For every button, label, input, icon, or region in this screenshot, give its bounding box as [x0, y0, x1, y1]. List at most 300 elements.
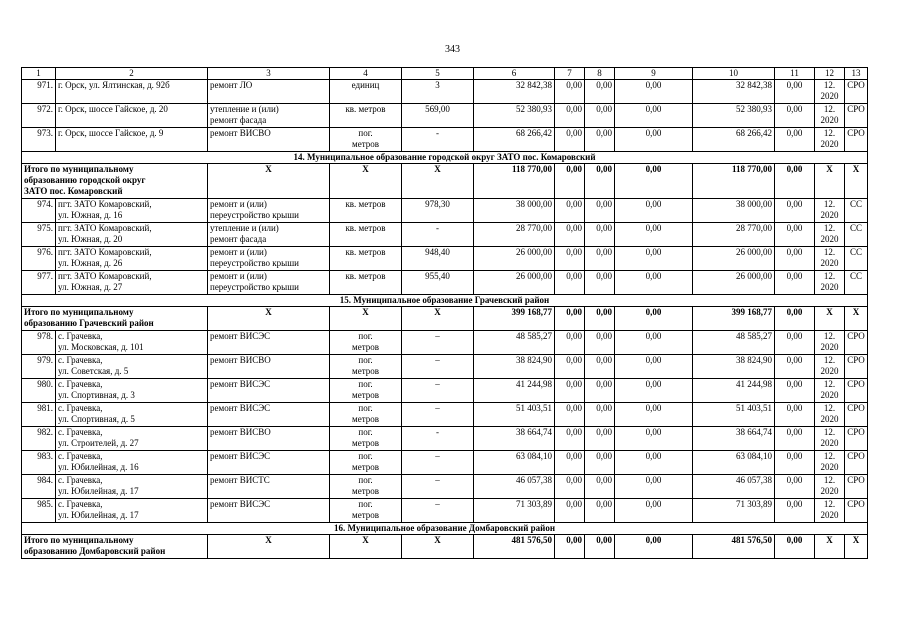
- quantity-cell: 955,40: [402, 271, 474, 295]
- cost-cell: 46 057,38: [474, 475, 555, 499]
- unit-cell: [330, 247, 402, 271]
- quantity-cell: 569,00: [402, 104, 474, 128]
- row-number: 972.: [22, 104, 56, 128]
- cell-line: 2020: [820, 462, 839, 472]
- col8-cell: 0,00: [585, 80, 615, 104]
- unit-cell: [330, 403, 402, 427]
- date-cell: [815, 128, 845, 152]
- col10-cell: 32 842,38: [693, 80, 775, 104]
- work-type-cell: [208, 355, 330, 379]
- address-cell: [56, 271, 208, 295]
- cell-line: ремонт ЛО: [210, 80, 253, 90]
- date-cell: [815, 427, 845, 451]
- col11-cell: 0,00: [775, 451, 815, 475]
- cell-line: 2020: [820, 390, 839, 400]
- col7-cell: 0,00: [555, 475, 585, 499]
- column-number: 6: [474, 68, 555, 80]
- col10-cell: 51 403,51: [693, 403, 775, 427]
- col8-cell: 0,00: [585, 451, 615, 475]
- cell-line: пог.: [358, 403, 373, 413]
- col9-cell: 0,00: [615, 104, 693, 128]
- work-type-cell: [208, 80, 330, 104]
- section-title-row: [22, 152, 868, 164]
- cell-line: ул. Спортивная, д. 3: [58, 390, 135, 400]
- col7-cell: 0,00: [555, 379, 585, 403]
- cell-line: Итого по муниципальному: [24, 164, 134, 174]
- col11-cell: 0,00: [775, 403, 815, 427]
- cell-line: ремонт ВИСЭС: [210, 499, 271, 509]
- section-title: 16. Муниципальное образование Домбаровский район: [22, 523, 868, 535]
- col11-cell: 0,00: [775, 475, 815, 499]
- work-type-cell: [208, 403, 330, 427]
- col7-cell: 0,00: [555, 128, 585, 152]
- unit-cell: [330, 128, 402, 152]
- col11-cell: 0,00: [775, 355, 815, 379]
- cell-line: образованию Домбаровский район: [24, 546, 166, 556]
- col10-cell: 63 084,10: [693, 451, 775, 475]
- total-col10: 399 168,77: [693, 307, 775, 331]
- col7-cell: 0,00: [555, 331, 585, 355]
- date-cell: [815, 271, 845, 295]
- col9-cell: 0,00: [615, 379, 693, 403]
- method-cell: СС: [845, 199, 868, 223]
- cost-cell: 38 824,90: [474, 355, 555, 379]
- cell-line: кв. метров: [345, 223, 386, 233]
- total-col11: 0,00: [775, 535, 815, 559]
- cost-cell: 26 000,00: [474, 271, 555, 295]
- cell-line: метров: [352, 139, 379, 149]
- total-quantity: Х: [402, 535, 474, 559]
- row-number: 975.: [22, 223, 56, 247]
- quantity-cell: 3: [402, 80, 474, 104]
- cell-line: пгт. ЗАТО Комаровский,: [58, 247, 152, 257]
- total-col11: 0,00: [775, 164, 815, 199]
- cell-line: ул. Юбилейная, д. 17: [58, 510, 139, 520]
- row-number: 979.: [22, 355, 56, 379]
- work-type-cell: [208, 379, 330, 403]
- table-row: [22, 104, 868, 128]
- row-number: 984.: [22, 475, 56, 499]
- total-col9: 0,00: [615, 164, 693, 199]
- col9-cell: 0,00: [615, 223, 693, 247]
- row-number: 980.: [22, 379, 56, 403]
- address-cell: [56, 475, 208, 499]
- quantity-cell: –: [402, 451, 474, 475]
- column-number: 7: [555, 68, 585, 80]
- method-cell: СРО: [845, 128, 868, 152]
- cell-line: ул. Южная, д. 20: [58, 234, 123, 244]
- cell-line: 2020: [820, 115, 839, 125]
- unit-cell: [330, 223, 402, 247]
- cell-line: г. Орск, ул. Ялтинская, д. 92б: [58, 80, 170, 90]
- method-cell: СС: [845, 247, 868, 271]
- total-col8: 0,00: [585, 307, 615, 331]
- address-cell: [56, 499, 208, 523]
- col8-cell: 0,00: [585, 427, 615, 451]
- quantity-cell: -: [402, 128, 474, 152]
- row-number: 985.: [22, 499, 56, 523]
- table-row: [22, 379, 868, 403]
- unit-cell: [330, 379, 402, 403]
- address-cell: [56, 247, 208, 271]
- total-cost: 481 576,50: [474, 535, 555, 559]
- page-number: 343: [445, 44, 460, 55]
- cell-line: утепление и (или): [210, 104, 279, 114]
- cell-line: с. Грачевка,: [58, 379, 103, 389]
- date-cell: [815, 104, 845, 128]
- total-row: [22, 164, 868, 199]
- date-cell: [815, 403, 845, 427]
- cell-line: 12.: [823, 128, 836, 138]
- cell-line: ремонт ВИСВО: [210, 427, 271, 437]
- cell-line: пог.: [358, 499, 373, 509]
- col11-cell: 0,00: [775, 331, 815, 355]
- col10-cell: 38 664,74: [693, 427, 775, 451]
- cell-line: ул. Юбилейная, д. 17: [58, 486, 139, 496]
- col8-cell: 0,00: [585, 247, 615, 271]
- table-row: [22, 451, 868, 475]
- work-type-cell: [208, 223, 330, 247]
- cost-cell: 32 842,38: [474, 80, 555, 104]
- cell-line: ремонт ВИСЭС: [210, 403, 271, 413]
- col8-cell: 0,00: [585, 271, 615, 295]
- cell-line: 2020: [820, 234, 839, 244]
- quantity-cell: –: [402, 379, 474, 403]
- unit-cell: [330, 427, 402, 451]
- total-col7: 0,00: [555, 535, 585, 559]
- date-cell: [815, 451, 845, 475]
- cell-line: ул. Южная, д. 26: [58, 258, 123, 268]
- total-unit: Х: [330, 164, 402, 199]
- col11-cell: 0,00: [775, 128, 815, 152]
- cell-line: 2020: [820, 342, 839, 352]
- col11-cell: 0,00: [775, 379, 815, 403]
- cell-line: пгт. ЗАТО Комаровский,: [58, 271, 152, 281]
- cell-line: 12.: [823, 247, 836, 257]
- cell-line: кв. метров: [345, 247, 386, 257]
- quantity-cell: -: [402, 427, 474, 451]
- total-quantity: Х: [402, 164, 474, 199]
- cost-cell: 51 403,51: [474, 403, 555, 427]
- col8-cell: 0,00: [585, 128, 615, 152]
- col8-cell: 0,00: [585, 475, 615, 499]
- col7-cell: 0,00: [555, 271, 585, 295]
- table-row: [22, 271, 868, 295]
- col9-cell: 0,00: [615, 403, 693, 427]
- date-cell: [815, 475, 845, 499]
- col9-cell: 0,00: [615, 271, 693, 295]
- cell-line: с. Грачевка,: [58, 451, 103, 461]
- col8-cell: 0,00: [585, 403, 615, 427]
- total-label: [22, 164, 208, 199]
- date-cell: [815, 80, 845, 104]
- row-number: 983.: [22, 451, 56, 475]
- col7-cell: 0,00: [555, 80, 585, 104]
- unit-cell: [330, 355, 402, 379]
- quantity-cell: –: [402, 331, 474, 355]
- work-type-cell: [208, 451, 330, 475]
- col10-cell: 52 380,93: [693, 104, 775, 128]
- col8-cell: 0,00: [585, 355, 615, 379]
- col10-cell: 71 303,89: [693, 499, 775, 523]
- unit-cell: [330, 331, 402, 355]
- cell-line: 12.: [823, 499, 836, 509]
- table-row: [22, 80, 868, 104]
- cell-line: метров: [352, 390, 379, 400]
- cell-line: пог.: [358, 331, 373, 341]
- table-row: [22, 128, 868, 152]
- method-cell: СРО: [845, 331, 868, 355]
- col10-cell: 38 000,00: [693, 199, 775, 223]
- cost-cell: 52 380,93: [474, 104, 555, 128]
- column-number: 5: [402, 68, 474, 80]
- table-row: [22, 355, 868, 379]
- address-cell: [56, 331, 208, 355]
- cell-line: метров: [352, 510, 379, 520]
- cell-line: 2020: [820, 139, 839, 149]
- col9-cell: 0,00: [615, 427, 693, 451]
- col9-cell: 0,00: [615, 80, 693, 104]
- cell-line: ремонт ВИСЭС: [210, 379, 271, 389]
- quantity-cell: –: [402, 475, 474, 499]
- cell-line: пог.: [358, 427, 373, 437]
- quantity-cell: 948,40: [402, 247, 474, 271]
- cell-line: ремонт ВИСВО: [210, 128, 271, 138]
- total-col7: 0,00: [555, 307, 585, 331]
- cell-line: ул. Южная, д. 16: [58, 210, 123, 220]
- cell-line: ремонт ВИСВО: [210, 355, 271, 365]
- col9-cell: 0,00: [615, 199, 693, 223]
- col11-cell: 0,00: [775, 499, 815, 523]
- cell-line: Итого по муниципальному: [24, 535, 134, 545]
- cell-line: ремонт ВИСЭС: [210, 451, 271, 461]
- total-cost: 118 770,00: [474, 164, 555, 199]
- section-title: 15. Муниципальное образование Грачевский район: [22, 295, 868, 307]
- cell-line: 12.: [823, 475, 836, 485]
- col7-cell: 0,00: [555, 355, 585, 379]
- cell-line: ремонт фасада: [210, 115, 267, 125]
- cost-cell: 41 244,98: [474, 379, 555, 403]
- column-number-row: [22, 68, 868, 80]
- col10-cell: 38 824,90: [693, 355, 775, 379]
- col11-cell: 0,00: [775, 247, 815, 271]
- section-title-row: [22, 295, 868, 307]
- cell-line: ремонт и (или): [210, 247, 267, 257]
- cell-line: пог.: [358, 128, 373, 138]
- table-row: [22, 403, 868, 427]
- row-number: 978.: [22, 331, 56, 355]
- cell-line: 12.: [823, 427, 836, 437]
- cell-line: переустройство крыши: [210, 282, 299, 292]
- total-cost: 399 168,77: [474, 307, 555, 331]
- col10-cell: 26 000,00: [693, 247, 775, 271]
- cell-line: 2020: [820, 91, 839, 101]
- method-cell: СС: [845, 223, 868, 247]
- col10-cell: 46 057,38: [693, 475, 775, 499]
- col8-cell: 0,00: [585, 499, 615, 523]
- total-unit: Х: [330, 535, 402, 559]
- cost-cell: 38 000,00: [474, 199, 555, 223]
- method-cell: СРО: [845, 475, 868, 499]
- col8-cell: 0,00: [585, 104, 615, 128]
- row-number: 974.: [22, 199, 56, 223]
- cell-line: ЗАТО пос. Комаровский: [24, 186, 123, 196]
- method-cell: СРО: [845, 499, 868, 523]
- total-col9: 0,00: [615, 535, 693, 559]
- total-col7: 0,00: [555, 164, 585, 199]
- cell-line: 12.: [823, 104, 836, 114]
- table-row: [22, 223, 868, 247]
- col8-cell: 0,00: [585, 223, 615, 247]
- cell-line: метров: [352, 366, 379, 376]
- cell-line: с. Грачевка,: [58, 475, 103, 485]
- quantity-cell: –: [402, 499, 474, 523]
- col11-cell: 0,00: [775, 199, 815, 223]
- unit-cell: [330, 451, 402, 475]
- col7-cell: 0,00: [555, 427, 585, 451]
- cell-line: ул. Строителей, д. 27: [58, 438, 139, 448]
- method-cell: СРО: [845, 355, 868, 379]
- unit-cell: [330, 499, 402, 523]
- cost-cell: 63 084,10: [474, 451, 555, 475]
- cell-line: кв. метров: [345, 104, 386, 114]
- table-row: [22, 475, 868, 499]
- date-cell: [815, 379, 845, 403]
- total-unit: Х: [330, 307, 402, 331]
- total-col11: 0,00: [775, 307, 815, 331]
- address-cell: [56, 379, 208, 403]
- cell-line: кв. метров: [345, 271, 386, 281]
- col7-cell: 0,00: [555, 499, 585, 523]
- total-row: [22, 535, 868, 559]
- column-number: 11: [775, 68, 815, 80]
- col7-cell: 0,00: [555, 403, 585, 427]
- column-number: 10: [693, 68, 775, 80]
- cost-cell: 38 664,74: [474, 427, 555, 451]
- column-number: 12: [815, 68, 845, 80]
- table-row: [22, 499, 868, 523]
- column-number: 13: [845, 68, 868, 80]
- col7-cell: 0,00: [555, 199, 585, 223]
- row-number: 981.: [22, 403, 56, 427]
- total-method: Х: [845, 535, 868, 559]
- cell-line: ул. Южная, д. 27: [58, 282, 123, 292]
- total-method: Х: [845, 164, 868, 199]
- work-type-cell: [208, 199, 330, 223]
- address-cell: [56, 427, 208, 451]
- col9-cell: 0,00: [615, 499, 693, 523]
- cost-cell: 68 266,42: [474, 128, 555, 152]
- total-label: [22, 307, 208, 331]
- col8-cell: 0,00: [585, 379, 615, 403]
- section-title: 14. Муниципальное образование городской округ ЗАТО пос. Комаровский: [22, 152, 868, 164]
- col9-cell: 0,00: [615, 331, 693, 355]
- cost-cell: 28 770,00: [474, 223, 555, 247]
- cell-line: 2020: [820, 366, 839, 376]
- date-cell: [815, 355, 845, 379]
- total-date: Х: [815, 164, 845, 199]
- cell-line: г. Орск, шоссе Гайское, д. 20: [58, 104, 168, 114]
- cell-line: 2020: [820, 510, 839, 520]
- total-work-type: Х: [208, 307, 330, 331]
- cost-cell: 48 585,27: [474, 331, 555, 355]
- cost-cell: 71 303,89: [474, 499, 555, 523]
- cell-line: 2020: [820, 282, 839, 292]
- method-cell: СРО: [845, 403, 868, 427]
- cell-line: г. Орск, шоссе Гайское, д. 9: [58, 128, 164, 138]
- section-title-row: [22, 523, 868, 535]
- col11-cell: 0,00: [775, 223, 815, 247]
- cell-line: Итого по муниципальному: [24, 307, 134, 317]
- table-row: [22, 331, 868, 355]
- cell-line: 2020: [820, 414, 839, 424]
- unit-cell: [330, 475, 402, 499]
- work-type-cell: [208, 247, 330, 271]
- quantity-cell: –: [402, 403, 474, 427]
- total-date: Х: [815, 307, 845, 331]
- cell-line: метров: [352, 462, 379, 472]
- quantity-cell: 978,30: [402, 199, 474, 223]
- cell-line: утепление и (или): [210, 223, 279, 233]
- date-cell: [815, 499, 845, 523]
- col11-cell: 0,00: [775, 427, 815, 451]
- col9-cell: 0,00: [615, 247, 693, 271]
- method-cell: СРО: [845, 80, 868, 104]
- cell-line: ремонт и (или): [210, 199, 267, 209]
- cell-line: 12.: [823, 271, 836, 281]
- work-type-cell: [208, 331, 330, 355]
- col10-cell: 41 244,98: [693, 379, 775, 403]
- cell-line: 12.: [823, 379, 836, 389]
- work-type-cell: [208, 475, 330, 499]
- address-cell: [56, 403, 208, 427]
- total-work-type: Х: [208, 164, 330, 199]
- cell-line: с. Грачевка,: [58, 403, 103, 413]
- total-date: Х: [815, 535, 845, 559]
- cell-line: ул. Спортивная, д. 5: [58, 414, 135, 424]
- cell-line: кв. метров: [345, 199, 386, 209]
- column-number: 8: [585, 68, 615, 80]
- date-cell: [815, 247, 845, 271]
- cell-line: 2020: [820, 438, 839, 448]
- total-quantity: Х: [402, 307, 474, 331]
- address-cell: [56, 223, 208, 247]
- quantity-cell: -: [402, 223, 474, 247]
- col9-cell: 0,00: [615, 128, 693, 152]
- col8-cell: 0,00: [585, 331, 615, 355]
- unit-cell: [330, 271, 402, 295]
- total-col10: 481 576,50: [693, 535, 775, 559]
- table-body: [22, 68, 868, 559]
- cell-line: 12.: [823, 80, 836, 90]
- total-col8: 0,00: [585, 535, 615, 559]
- col11-cell: 0,00: [775, 80, 815, 104]
- table-row: [22, 247, 868, 271]
- column-number: 2: [56, 68, 208, 80]
- cell-line: метров: [352, 342, 379, 352]
- cell-line: ул. Московская, д. 101: [58, 342, 144, 352]
- cell-line: 12.: [823, 451, 836, 461]
- cell-line: 12.: [823, 355, 836, 365]
- cell-line: 2020: [820, 486, 839, 496]
- cell-line: ремонт ВИСЭС: [210, 331, 271, 341]
- cell-line: пог.: [358, 475, 373, 485]
- cell-line: ремонт и (или): [210, 271, 267, 281]
- row-number: 973.: [22, 128, 56, 152]
- row-number: 976.: [22, 247, 56, 271]
- col9-cell: 0,00: [615, 451, 693, 475]
- method-cell: СРО: [845, 451, 868, 475]
